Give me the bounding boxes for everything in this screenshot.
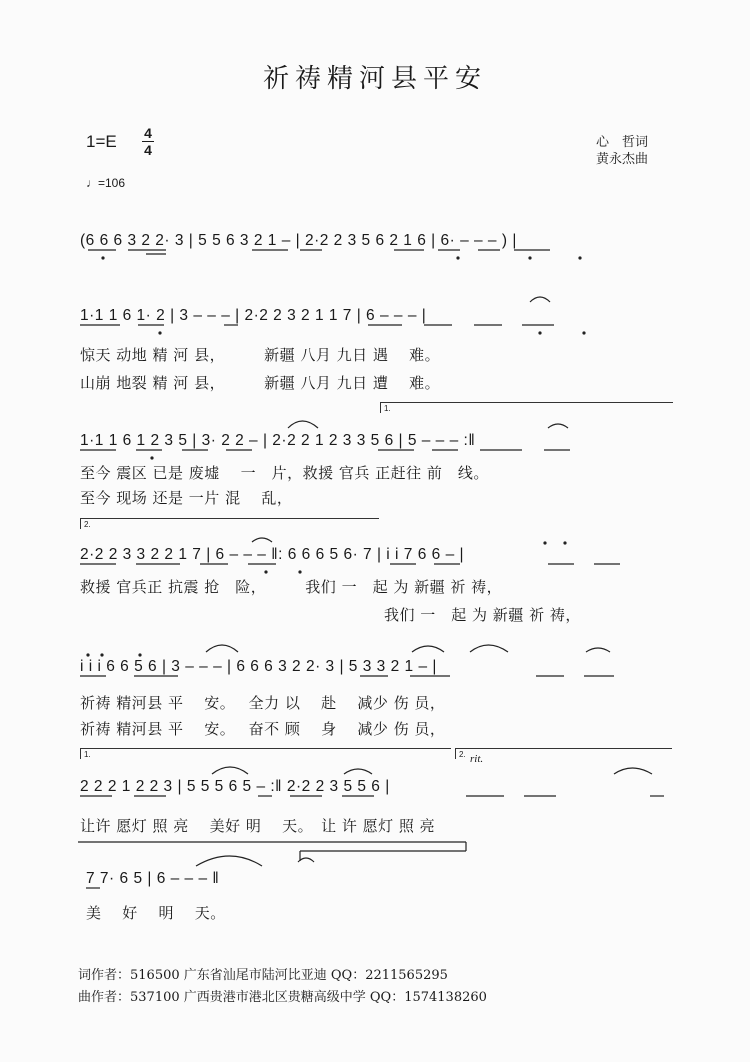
time-signature-top: 4: [144, 125, 152, 141]
key-signature: 1=E: [86, 132, 117, 151]
notation-system-7: 7 7· 6 5 | 6 – – – ‖: [86, 870, 220, 887]
lyric-line-4b: 我们 一 起 为 新疆 祈 祷，: [384, 606, 581, 624]
lyric-line-3a: 至今 震区 已是 废墟 一 片，救援 官兵 正赶往 前 线。: [80, 464, 489, 482]
composer-contact: 曲作者：537100 广西贵港市港北区贵糖高级中学 QQ：1574138260: [78, 990, 487, 1005]
lyricist-contact: 词作者：516500 广东省汕尾市陆河比亚迪 QQ：2211565295: [78, 968, 448, 983]
volta-bracket-2: 2.: [80, 518, 379, 529]
volta-bracket-3: 1.: [80, 748, 451, 759]
lyricist-credit: 心 哲词: [596, 135, 649, 150]
lyric-line-5a: 祈祷 精河县 平 安。 全力 以 赴 减少 伤 员，: [80, 694, 446, 712]
lyric-line-4a: 救援 官兵正 抗震 抢 险， 我们 一 起 为 新疆 祈 祷，: [80, 578, 503, 596]
song-title: 祈祷精河县平安: [262, 64, 487, 94]
lyric-line-3b: 至今 现场 还是 一片 混 乱，: [80, 489, 293, 507]
ritardando-marking: rit.: [470, 753, 484, 765]
lyric-line-2a: 惊天 动地 精 河 县， 新疆 八月 九日 遇 难。: [80, 346, 441, 364]
notation-system-4: 2·2 2 3 3 2 2 1 7 | 6 – – – ‖: 6 6 6 5 6· 7 | i i 7 6 6 – |: [80, 546, 465, 563]
time-signature-bottom: 4: [144, 142, 152, 158]
lyric-line-2b: 山崩 地裂 精 河 县， 新疆 八月 九日 遭 难。: [80, 374, 441, 392]
volta-bracket-1: 1.: [380, 402, 673, 413]
volta-bracket-4: 2.: [455, 748, 672, 759]
lyric-line-6: 让许 愿灯 照 亮 美好 明 天。 让 许 愿灯 照 亮: [80, 817, 436, 835]
lyric-line-5b: 祈祷 精河县 平 安。 奋不 顾 身 减少 伤 员，: [80, 720, 446, 738]
notation-system-5: i i i 6 6 5 6 | 3 – – – | 6 6 6 3 2 2· 3 | 5 3 3 2 1 – |: [80, 658, 437, 675]
notation-system-2: 1·1 1 6 1· 2 | 3 – – – | 2·2 2 3 2 1 1 7 | 6 – – – |: [80, 307, 427, 324]
lyric-line-7: 美 好 明 天。: [86, 904, 226, 922]
composer-credit: 黄永杰曲: [596, 152, 649, 167]
notation-system-1: (6 6 6 3 2 2· 3 | 5 5 6 3 2 1 – | 2·2 2 3 5 6 2 1 6 | 6· – – – ) |: [80, 232, 517, 249]
notation-system-6: 2 2 2 1 2 2 3 | 5 5 5 6 5 – :‖ 2·2 2 3 5 5 6 |: [80, 778, 390, 795]
tempo-marking: ♩=106: [86, 176, 126, 190]
notation-system-3: 1·1 1 6 1 2 3 5 | 3· 2 2 – | 2·2 2 1 2 3 3 5 6 | 5 – – – :‖: [80, 432, 476, 449]
